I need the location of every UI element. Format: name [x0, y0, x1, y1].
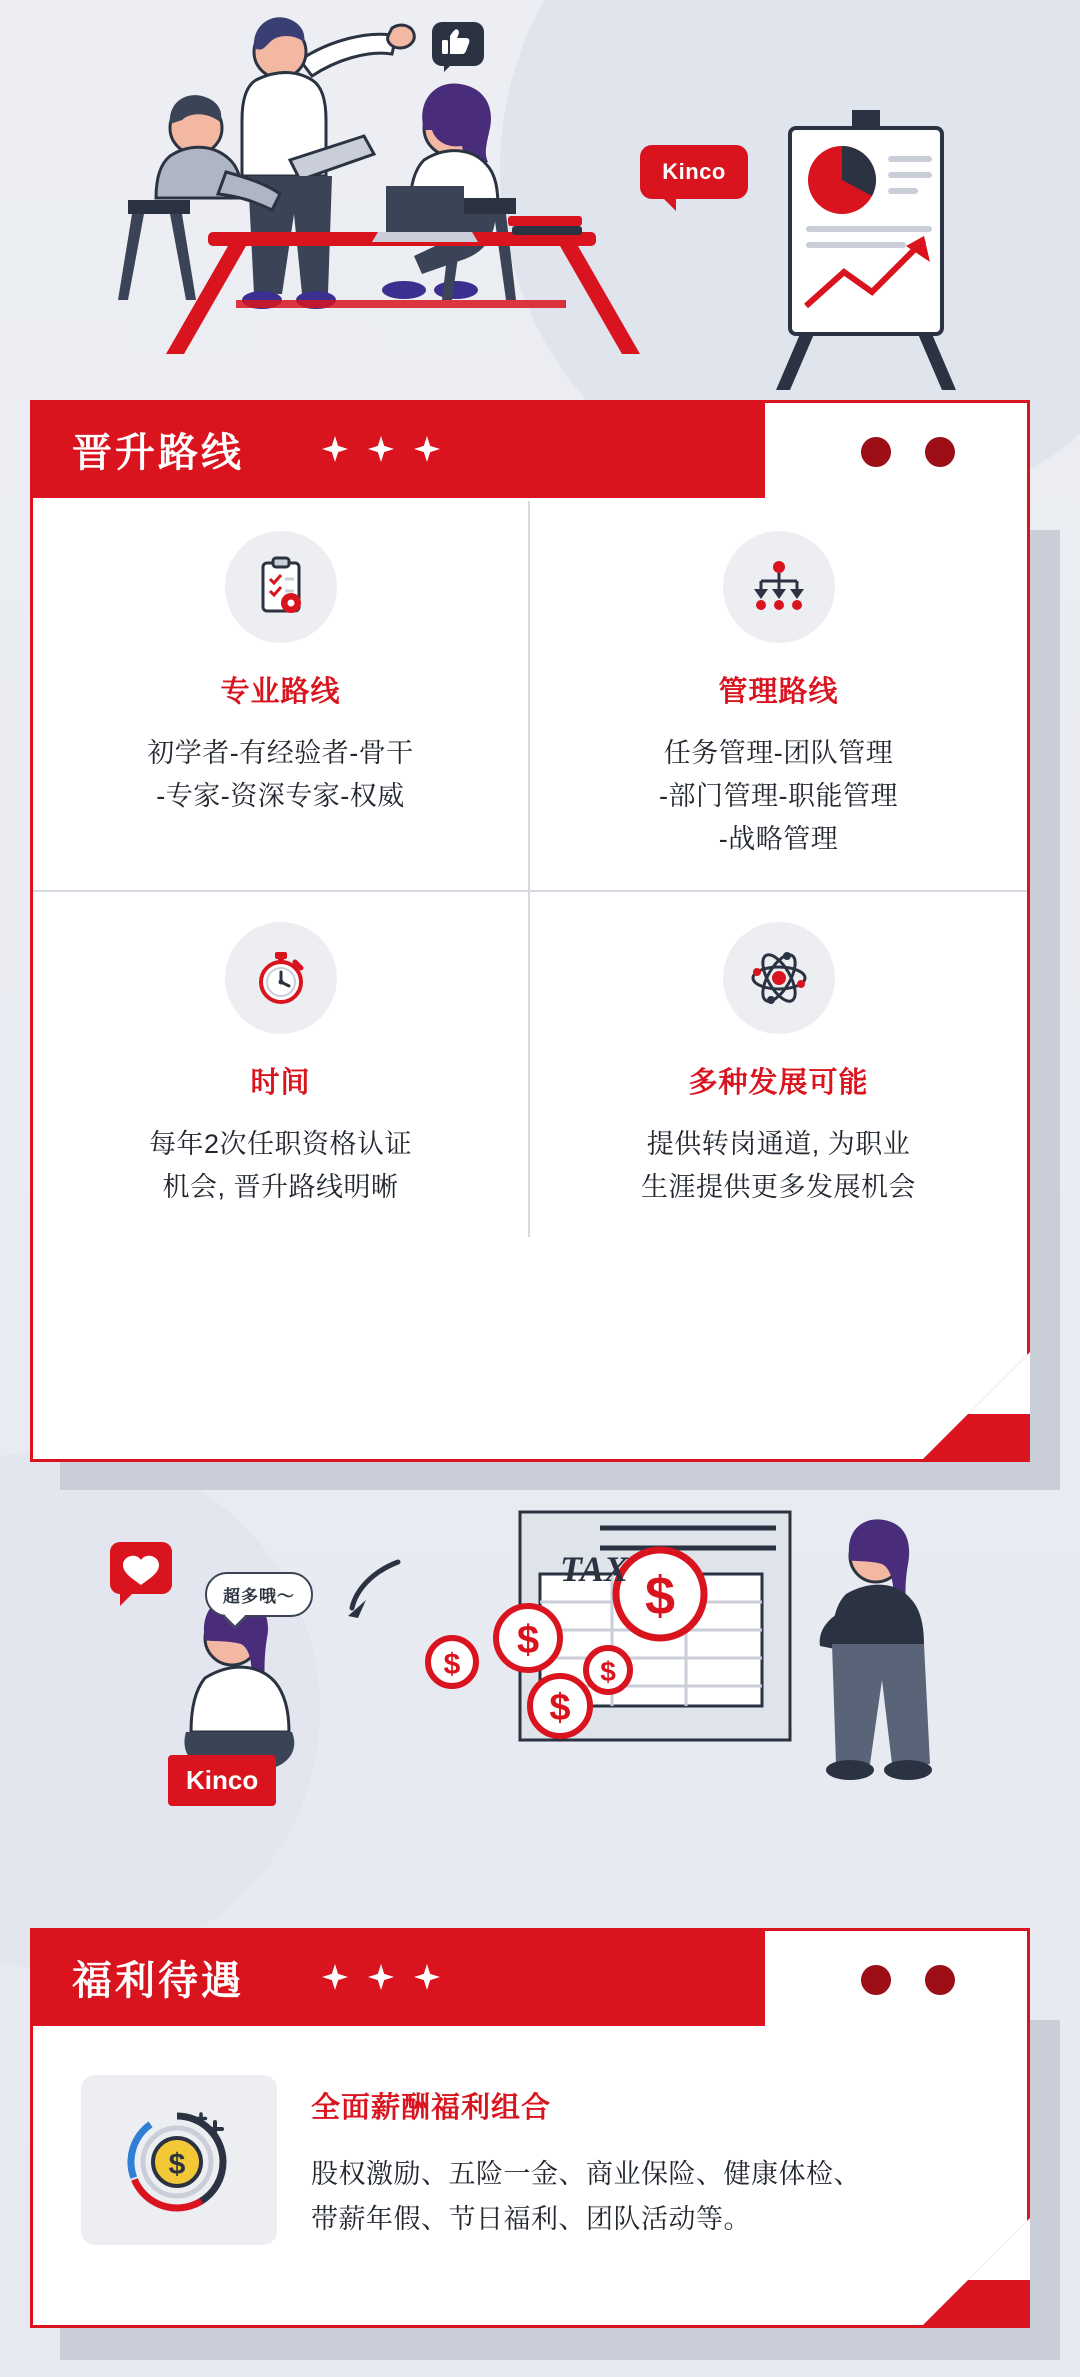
- promotion-card-fold: [920, 1352, 1030, 1462]
- hero-illustration: [0, 0, 1080, 390]
- benefits-content: [33, 2029, 1027, 2291]
- svg-text:$: $: [549, 1687, 571, 1729]
- circle-dot-icon: [921, 433, 959, 471]
- person-standing: [242, 17, 414, 309]
- atom-icon: [723, 922, 835, 1034]
- circle-dot-icon: [857, 1961, 895, 1999]
- promotion-card: [30, 400, 1030, 1462]
- svg-text:$: $: [443, 1648, 461, 1681]
- coin-donut-chart-icon: [81, 2075, 277, 2245]
- benefits-item-title: 全面薪酬福利组合: [311, 2092, 552, 2124]
- benefits-header-dots: [793, 1961, 959, 1999]
- diamond-icon: [368, 1964, 394, 1990]
- circle-dot-icon: [857, 433, 895, 471]
- promotion-grid: [33, 501, 1027, 1237]
- diamond-icon: [414, 1964, 440, 1990]
- promotion-item-title: 专业路线: [220, 676, 341, 708]
- benefits-card-header: [30, 1928, 765, 2026]
- circle-dot-icon: [793, 433, 831, 471]
- promotion-item-management: [530, 501, 1027, 892]
- svg-text:$: $: [168, 2148, 186, 2181]
- promotion-item-title: 时间: [250, 1066, 311, 1099]
- promotion-item-title: 管理路线: [718, 676, 839, 708]
- benefits-title: 福利待遇: [72, 1958, 244, 2003]
- svg-text:$: $: [600, 1656, 616, 1687]
- thumbs-up-bubble: [432, 22, 484, 72]
- diamond-icon: [322, 436, 348, 462]
- promotion-item-professional: [33, 501, 530, 892]
- stopwatch-icon: [225, 922, 337, 1034]
- diamond-decoration: [322, 436, 440, 462]
- promotion-item-line: 初学者-有经验者-骨干: [147, 738, 414, 768]
- promotion-item-line: 生涯提供更多发展机会: [641, 1171, 916, 1202]
- org-chart-icon: [723, 531, 835, 643]
- money-illustration: [0, 1490, 1080, 1910]
- circle-dot-icon: [793, 1961, 831, 1999]
- promotion-header-dots: [793, 433, 959, 471]
- promotion-item-line: 机会, 晋升路线明晰: [162, 1171, 399, 1202]
- promotion-item-line: 提供转岗通道, 为职业: [646, 1128, 911, 1159]
- benefits-card: [30, 1928, 1030, 2328]
- person-standing-right: [820, 1519, 932, 1780]
- promotion-item-time: [33, 892, 530, 1237]
- promotion-title: 晋升路线: [72, 430, 244, 475]
- svg-text:$: $: [516, 1618, 540, 1662]
- benefits-item-line: 带薪年假、节日福利、团队活动等。: [311, 2203, 751, 2234]
- circle-dot-icon: [921, 1961, 959, 1999]
- tax-label: TAX: [560, 1549, 629, 1589]
- diamond-icon: [322, 1964, 348, 1990]
- heart-bubble: [110, 1542, 172, 1606]
- promotion-item-line: 每年2次任职资格认证: [148, 1128, 413, 1159]
- kinco-badge: Kinco: [168, 1755, 276, 1806]
- promotion-item-development: [530, 892, 1027, 1237]
- promotion-card-header: [30, 400, 765, 498]
- presentation-board: [776, 110, 956, 390]
- svg-text:$: $: [644, 1566, 676, 1626]
- kinco-speech-bubble: [640, 145, 748, 199]
- benefits-card-fold: [920, 2218, 1030, 2328]
- promotion-item-title: 多种发展可能: [688, 1066, 869, 1099]
- promotion-item-line: -战略管理: [718, 824, 839, 855]
- clipboard-gear-icon: [225, 531, 337, 643]
- promotion-item-line: -部门管理-职能管理: [659, 781, 898, 812]
- diamond-icon: [414, 436, 440, 462]
- diamond-icon: [368, 436, 394, 462]
- kinco-bubble-label: Kinco: [662, 159, 726, 184]
- diamond-decoration: [322, 1964, 440, 1990]
- chao-speech-bubble: 超多哦～: [205, 1572, 313, 1617]
- conference-table: [166, 186, 640, 354]
- promotion-item-line: 任务管理-团队管理: [663, 738, 894, 768]
- promotion-item-line: -专家-资深专家-权威: [156, 781, 405, 812]
- benefits-item-line: 股权激励、五险一金、商业保险、健康体检、: [311, 2159, 861, 2189]
- benefits-text-block: [311, 2075, 861, 2245]
